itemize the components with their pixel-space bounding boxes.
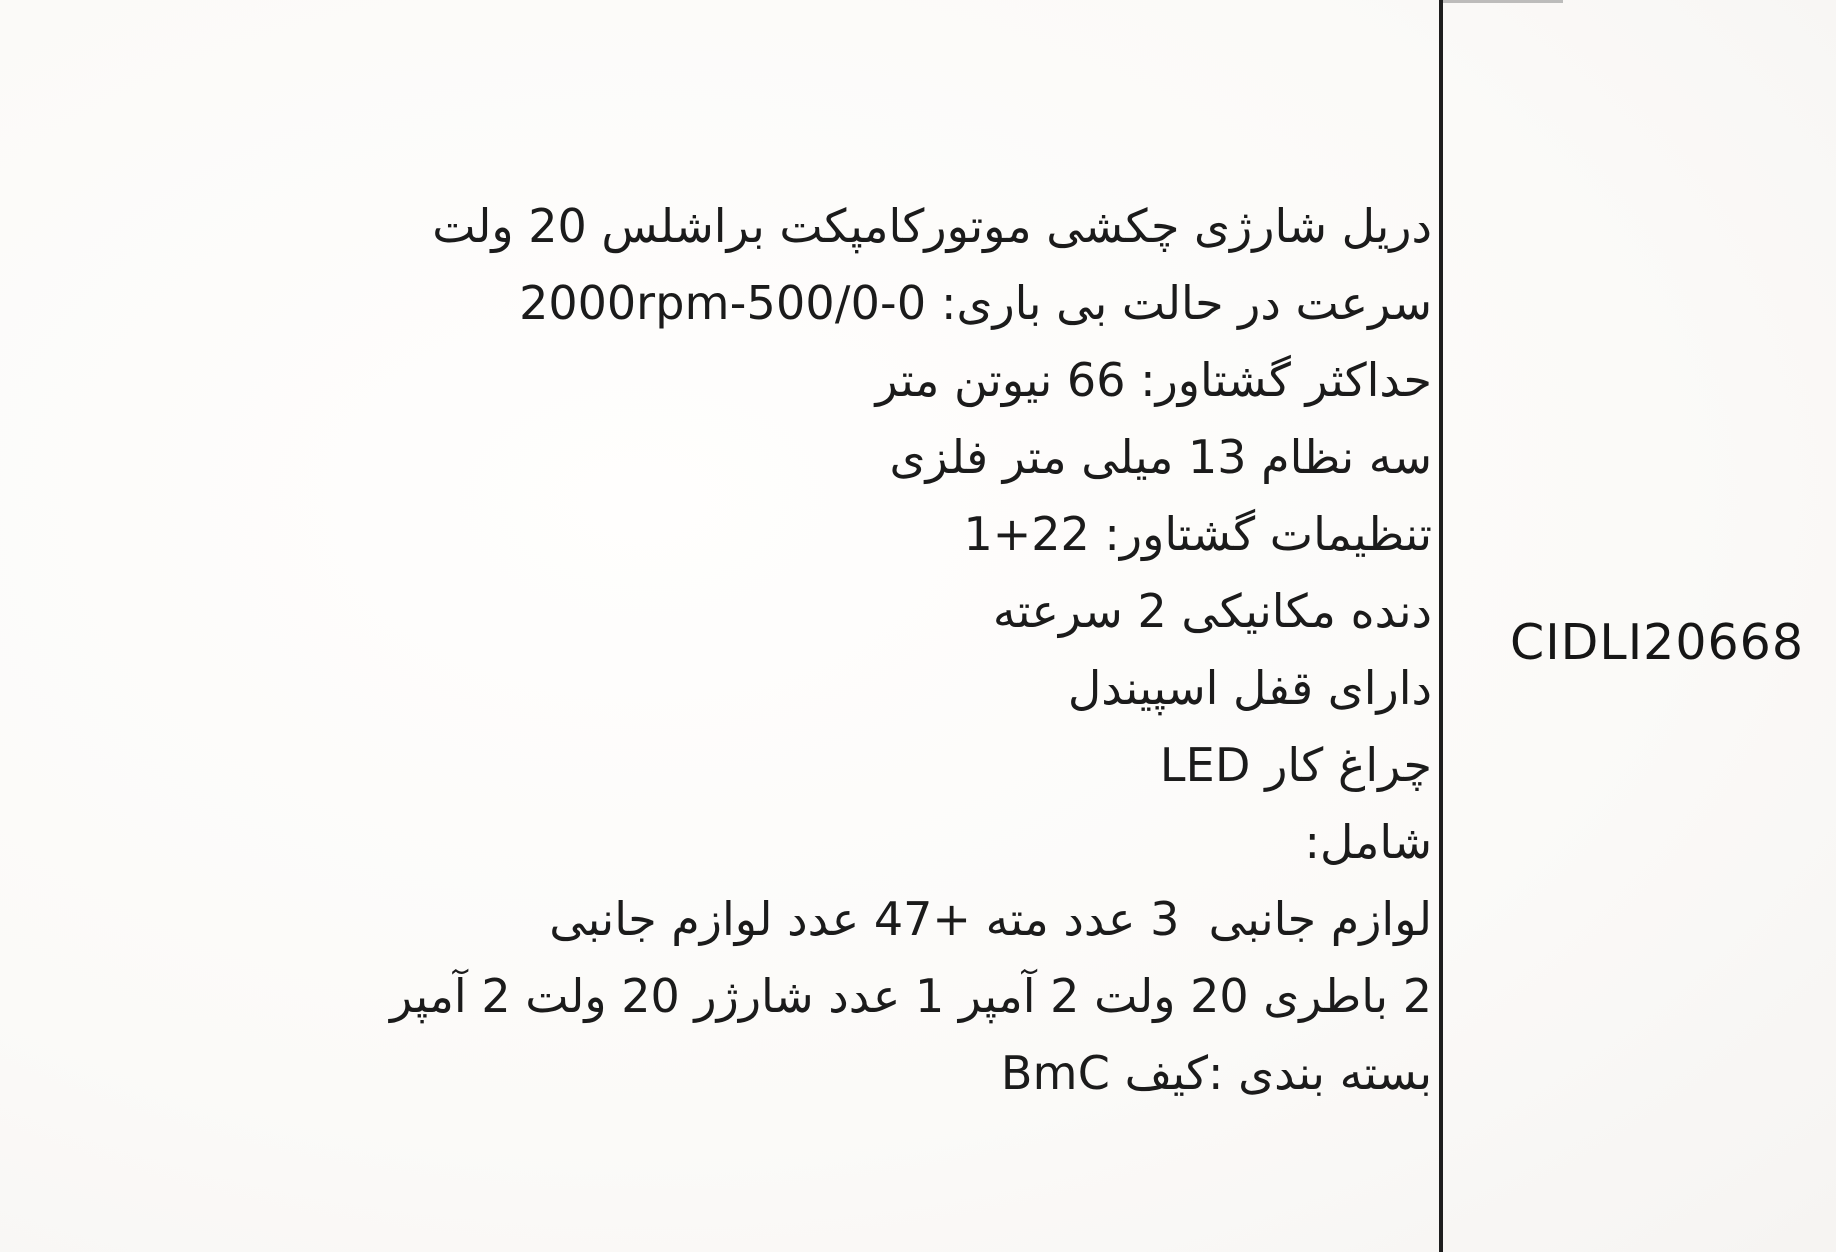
spec-line-value: LED (1159, 738, 1251, 792)
spec-line-value: 47+ (873, 892, 971, 946)
product-code: CIDLI20668 (1510, 614, 1805, 671)
spec-line-value: BmC (1000, 1046, 1111, 1100)
spec-line-text: تنظیمات گشتاور: (1089, 507, 1432, 561)
spec-line-value: 1+22 (963, 507, 1090, 561)
spec-line-led-light (342, 727, 1432, 804)
spec-line-spindle-lock (342, 650, 1432, 727)
spec-line-text: عدد لوازم جانبی (549, 892, 874, 946)
spec-line-title (342, 188, 1432, 265)
spec-line-text: سرعت در حالت بی باری: (926, 276, 1432, 330)
spec-line-text: دنده مکانیکی 2 سرعته (992, 584, 1432, 638)
spec-line-packaging (342, 1035, 1432, 1112)
spec-line-chuck (342, 419, 1432, 496)
spec-line-text: دارای قفل اسپیندل (1067, 661, 1432, 715)
vertical-divider (1439, 0, 1443, 1252)
spec-line-text: حداکثر گشتاور: 66 نیوتن متر (875, 353, 1432, 407)
spec-line-includes (342, 804, 1432, 881)
spec-line-battery-charger (342, 958, 1432, 1035)
spec-line-text: 2 باطری 20 ولت 2 آمپر 1 عدد شارژر 20 ولت 2 آمپر (390, 969, 1432, 1023)
spec-line-text: بسته بندی :کیف (1110, 1046, 1432, 1100)
spec-line-text: دریل شارژی چکشی موتورکامپکت براشلس 20 ولت (432, 199, 1432, 253)
spec-line-text: لوازم جانبی 3 عدد مته (970, 892, 1432, 946)
spec-line-gearbox (342, 573, 1432, 650)
spec-line-value: 2000rpm-500/0-0 (519, 276, 927, 330)
spec-line-text: شامل: (1304, 815, 1432, 869)
spec-line-torque-settings (342, 496, 1432, 573)
spec-line-no-load-speed (342, 265, 1432, 342)
spec-line-text: سه نظام 13 میلی متر فلزی (889, 430, 1432, 484)
spec-line-text: چراغ کار (1250, 738, 1432, 792)
spec-list (342, 188, 1432, 1112)
top-edge-line (1443, 0, 1563, 3)
spec-line-accessories (342, 881, 1432, 958)
spec-line-max-torque (342, 342, 1432, 419)
